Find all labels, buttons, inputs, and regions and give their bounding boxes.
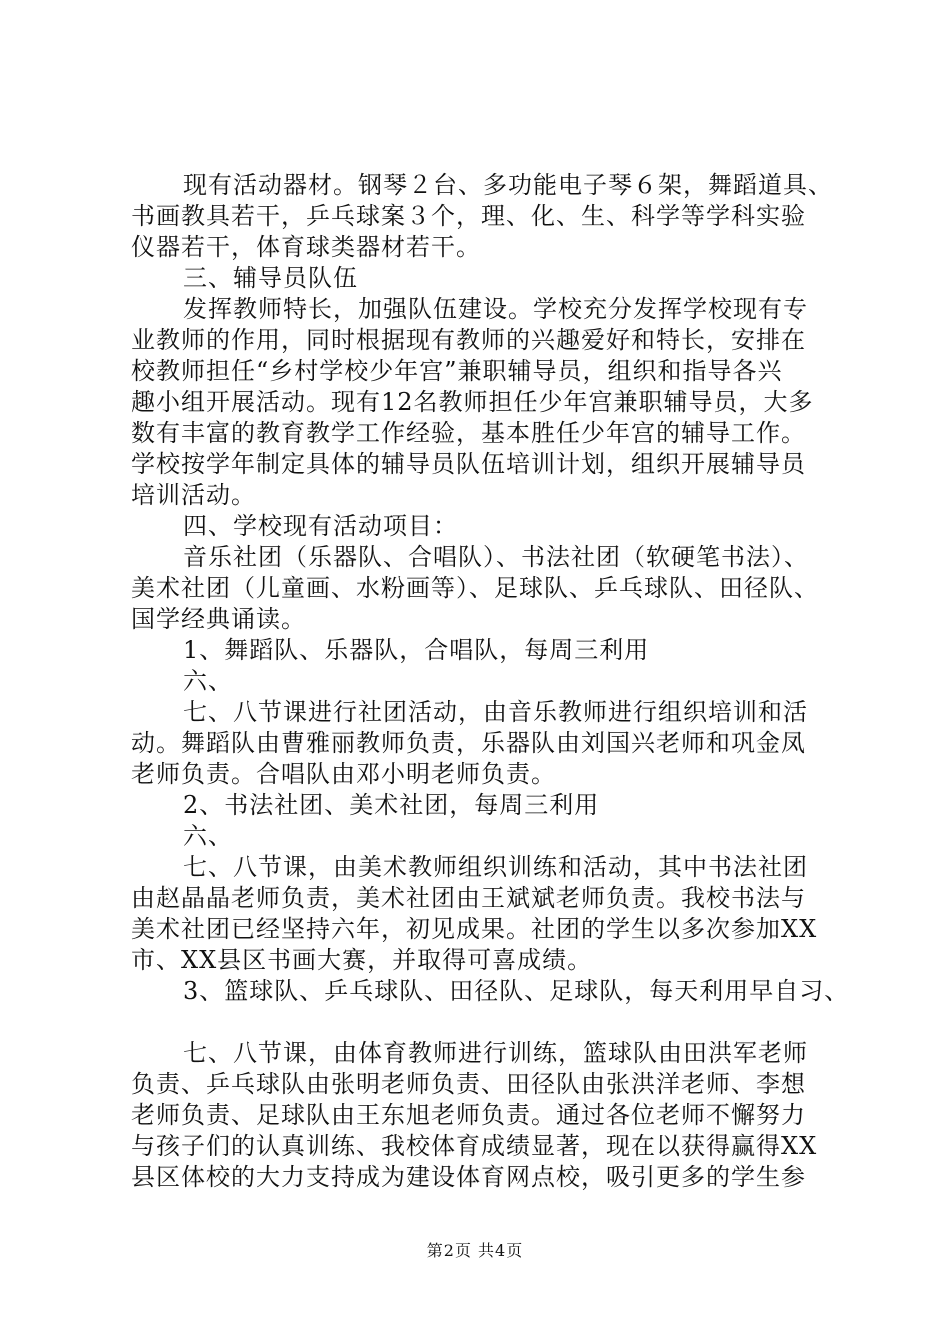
text-line: 与孩子们的认真训练、我校体育成绩显著，现在以获得赢得XX	[131, 1132, 818, 1160]
text-line: 业教师的作用，同时根据现有教师的兴趣爱好和特长，安排在	[131, 326, 806, 354]
text-line: 趣小组开展活动。现有12名教师担任少年宫兼职辅导员，大多	[131, 388, 814, 416]
text-line: 学校按学年制定具体的辅导员队伍培训计划，组织开展辅导员	[131, 450, 806, 478]
text-line: 老师负责。合唱队由邓小明老师负责。	[131, 760, 556, 788]
text-line: 动。舞蹈队由曹雅丽教师负责，乐器队由刘国兴老师和巩金凤	[131, 729, 806, 757]
text-line: 六、	[183, 822, 233, 850]
text-line: 老师负责、足球队由王东旭老师负责。通过各位老师不懈努力	[131, 1101, 806, 1129]
text-line: 市、XX县区书画大赛，并取得可喜成绩。	[131, 946, 593, 974]
text-line: 县区体校的大力支持成为建设体育网点校，吸引更多的学生参	[131, 1163, 806, 1191]
text-line: 发挥教师特长，加强队伍建设。学校充分发挥学校现有专	[183, 295, 808, 323]
text-line: 七、八节课，由体育教师进行训练，篮球队由田洪军老师	[183, 1039, 808, 1067]
page-footer: 第2页 共4页	[426, 1241, 524, 1260]
text-line: 七、八节课进行社团活动，由音乐教师进行组织培训和活	[183, 698, 808, 726]
text-line: 美术社团已经坚持六年，初见成果。社团的学生以多次参加XX	[131, 915, 818, 943]
text-line: 3、篮球队、乒乓球队、田径队、足球队，每天利用早自习、	[183, 977, 850, 1005]
text-line: 七、八节课，由美术教师组织训练和活动，其中书法社团	[183, 853, 808, 881]
text-line: 音乐社团（乐器队、合唱队）、书法社团（软硬笔书法）、	[183, 543, 809, 571]
text-line: 数有丰富的教育教学工作经验，基本胜任少年宫的辅导工作。	[131, 419, 806, 447]
blank-line	[131, 1007, 831, 1038]
text-line: 1、舞蹈队、乐器队，合唱队，每周三利用	[183, 636, 650, 664]
text-line: 培训活动。	[131, 481, 256, 509]
text-line: 三、辅导员队伍	[183, 264, 358, 292]
text-line: 美术社团（儿童画、水粉画等）、足球队、乒乓球队、田径队、	[131, 574, 819, 602]
text-line: 六、	[183, 667, 233, 695]
text-line: 现有活动器材。钢琴２台、多功能电子琴６架，舞蹈道具、	[183, 171, 833, 199]
text-line: 2、书法社团、美术社团，每周三利用	[183, 791, 600, 819]
text-line: 校教师担任“乡村学校少年宫”兼职辅导员，组织和指导各兴	[131, 357, 783, 385]
document-body	[131, 170, 850, 1193]
text-line: 由赵晶晶老师负责，美术社团由王斌斌老师负责。我校书法与	[131, 884, 806, 912]
text-line: 负责、乒乓球队由张明老师负责、田径队由张洪洋老师、李想	[131, 1070, 806, 1098]
text-line: 四、学校现有活动项目：	[183, 512, 458, 540]
text-line: 仪器若干，体育球类器材若干。	[131, 233, 481, 261]
text-line: 书画教具若干，乒乓球案３个，理、化、生、科学等学科实验	[131, 202, 806, 230]
text-line: 国学经典诵读。	[131, 605, 306, 633]
